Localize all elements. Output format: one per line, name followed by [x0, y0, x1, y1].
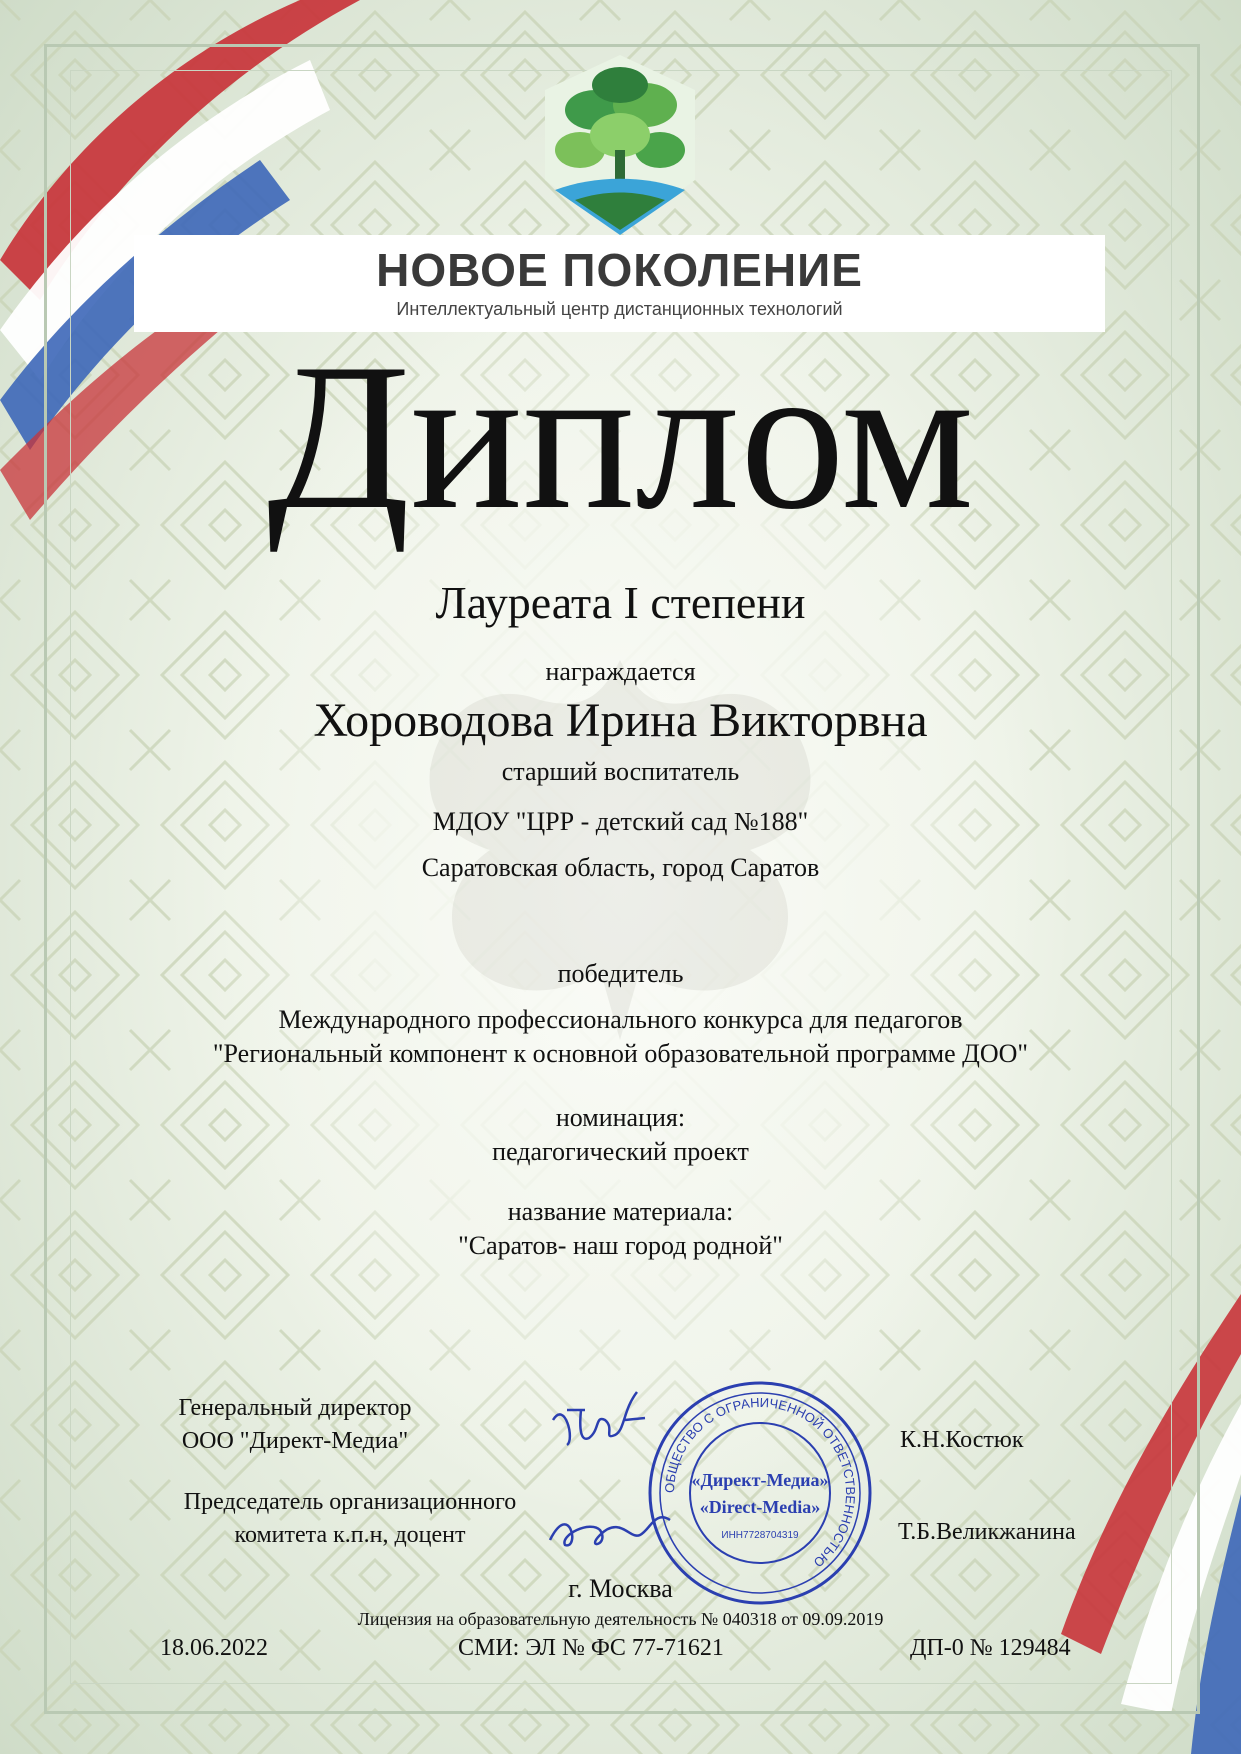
contest-line-1: Международного профессионального конкурса для педагогов — [278, 1005, 963, 1034]
nomination-value: педагогический проект — [492, 1137, 749, 1166]
material-label: название материала: — [507, 1197, 734, 1226]
recipient-name: Хороводова Ирина Викторвна — [313, 694, 928, 747]
director-title — [130, 1392, 460, 1458]
signature-director — [545, 1380, 655, 1460]
director-line-2: ООО "Директ-Медиа" — [181, 1428, 409, 1454]
footer-city: г. Москва — [568, 1574, 673, 1603]
footer-license: Лицензия на образовательную деятельность № 040318 от 09.09.2019 — [357, 1609, 884, 1629]
footer-number: ДП-0 № 129484 — [910, 1635, 1071, 1661]
director-line-1: Генеральный директор — [178, 1395, 412, 1421]
logo-subtitle: Интеллектуальный центр дистанционных технологий — [396, 299, 843, 319]
degree: Лауреата I степени — [435, 577, 806, 628]
footer-smi: СМИ: ЭЛ № ФС 77-71621 — [458, 1635, 724, 1661]
director-name: К.Н.Костюк — [900, 1427, 1024, 1453]
chair-line-2: комитета к.п.н, доцент — [234, 1522, 466, 1548]
diploma-title: Диплом — [267, 321, 974, 553]
footer-date: 18.06.2022 — [160, 1635, 268, 1661]
awarded-label: награждается — [545, 657, 696, 686]
stamp-center-line-2: «Direct-Media» — [699, 1497, 821, 1517]
nomination-label: номинация: — [555, 1103, 686, 1132]
recipient-location: Саратовская область, город Саратов — [421, 853, 820, 882]
tree-logo-icon — [535, 50, 705, 240]
chair-title — [130, 1486, 570, 1552]
material-value: "Саратов- наш город родной" — [458, 1231, 783, 1260]
chair-line-1: Председатель организационного — [183, 1489, 517, 1515]
chair-name: Т.Б.Великжанина — [898, 1519, 1076, 1545]
recipient-position: старший воспитатель — [501, 757, 740, 786]
logo-title: НОВОЕ ПОКОЛЕНИЕ — [376, 244, 863, 296]
contest-line-2: "Региональный компонент к основной образовательной программе ДОО" — [212, 1039, 1029, 1068]
logo-banner — [134, 235, 1105, 332]
winner-label: победитель — [557, 959, 684, 988]
stamp-center-line-1: «Директ-Медиа» — [691, 1470, 829, 1490]
recipient-organization: МДОУ "ЦРР - детский сад №188" — [432, 807, 809, 836]
stamp-inn: ИНН7728704319 — [721, 1530, 799, 1541]
stamp-ring-text: ОБЩЕСТВО С ОГРАНИЧЕННОЙ ОТВЕТСТВЕННОСТЬЮ — [661, 1394, 859, 1571]
